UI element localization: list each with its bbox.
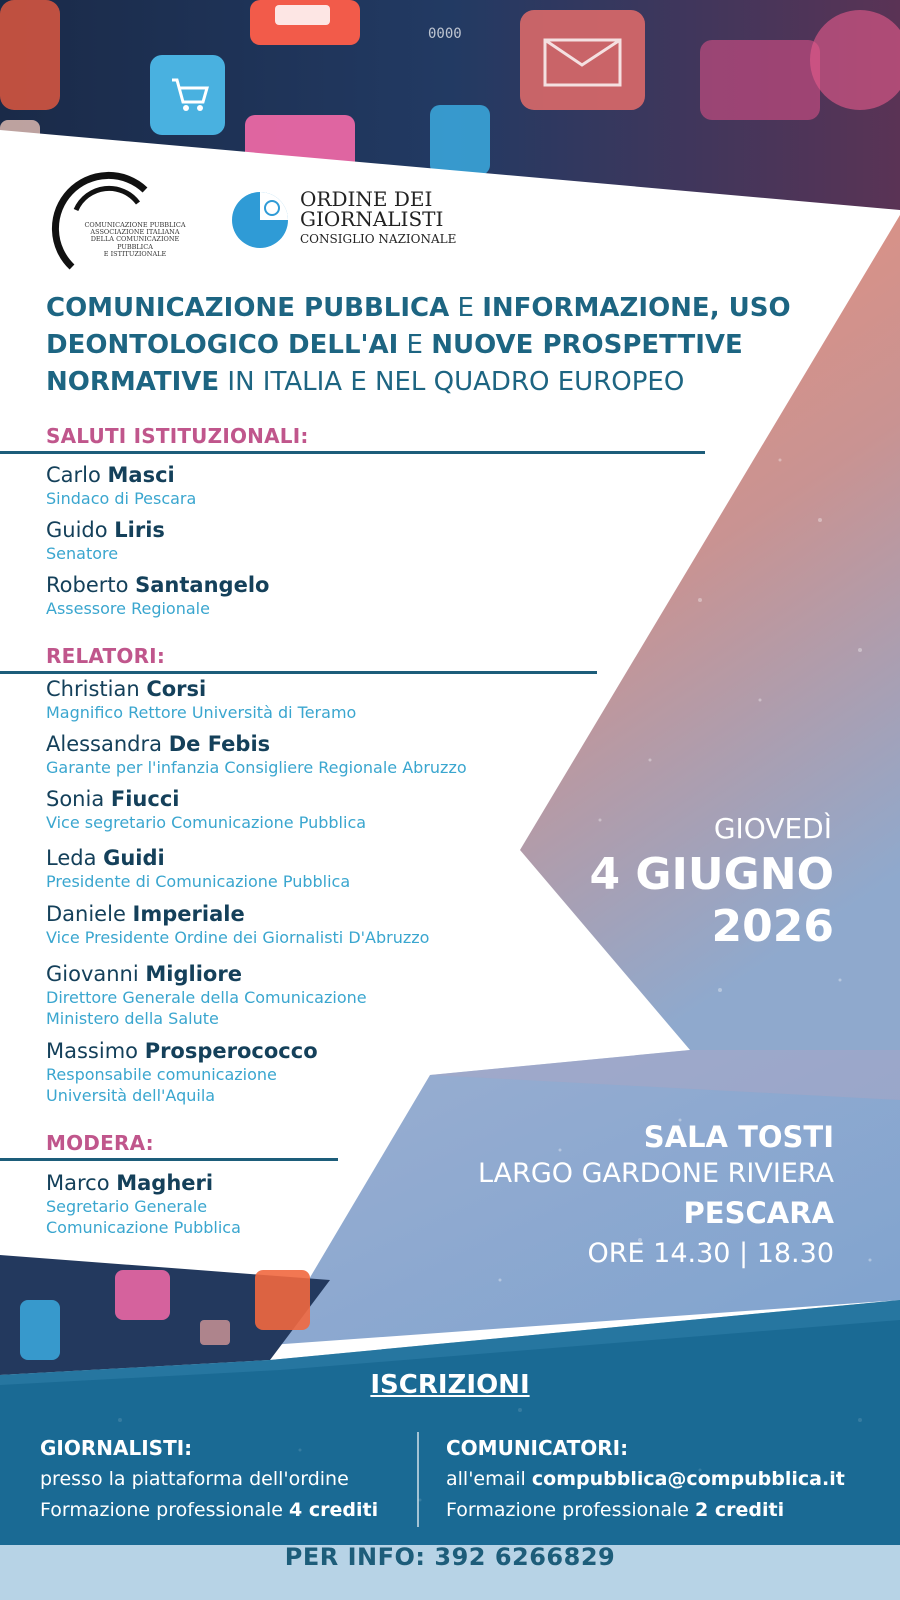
registration-line bbox=[446, 1464, 845, 1495]
logo-text-line: E ISTITUZIONALE bbox=[103, 249, 167, 258]
registration-line bbox=[446, 1495, 845, 1526]
person-role: Sindaco di Pescara bbox=[46, 489, 197, 508]
logo-text-line: COMUNICAZIONE PUBBLICA bbox=[84, 221, 186, 229]
person-name bbox=[46, 961, 367, 987]
person-role: Ministero della Salute bbox=[46, 1009, 219, 1028]
person-name bbox=[46, 731, 467, 757]
person-role: Presidente di Comunicazione Pubblica bbox=[46, 872, 351, 891]
event-city: PESCARA bbox=[683, 1196, 834, 1230]
info-phone[interactable]: PER INFO: 392 6266829 bbox=[284, 1543, 616, 1571]
registration-journalists bbox=[40, 1433, 378, 1526]
registration-text: Formazione professionale bbox=[40, 1499, 290, 1521]
credits-value: 4 crediti bbox=[289, 1499, 379, 1521]
person-last-name: Guidi bbox=[103, 846, 165, 870]
person-entry bbox=[46, 676, 356, 723]
person-entry bbox=[46, 462, 196, 509]
person-entry bbox=[46, 961, 367, 1029]
ordine-line1: ORDINE DEI bbox=[300, 187, 433, 211]
person-role: Vice segretario Comunicazione Pubblica bbox=[46, 813, 367, 832]
person-entry bbox=[46, 731, 467, 778]
title-part: E bbox=[398, 330, 432, 360]
person-name bbox=[46, 462, 196, 488]
section-heading-saluti: SALUTI ISTITUZIONALI: bbox=[46, 424, 309, 448]
registration-title: ISCRIZIONI bbox=[370, 1370, 530, 1400]
person-first-name: Alessandra bbox=[46, 732, 169, 756]
title-part: NORMATIVE bbox=[46, 367, 220, 397]
person-entry bbox=[46, 901, 429, 948]
person-last-name: Santangelo bbox=[135, 573, 270, 597]
person-role: Segretario Generale bbox=[46, 1197, 208, 1216]
person-last-name: Migliore bbox=[145, 962, 242, 986]
person-name bbox=[46, 901, 429, 927]
person-first-name: Massimo bbox=[46, 1039, 145, 1063]
person-entry bbox=[46, 517, 165, 564]
person-role: Vice Presidente Ordine dei Giornalisti D'Abruzzo bbox=[46, 928, 430, 947]
person-last-name: Liris bbox=[114, 518, 165, 542]
title-part: DEONTOLOGICO DELL'AI bbox=[46, 330, 399, 360]
person-last-name: Imperiale bbox=[132, 902, 245, 926]
registration-text: Formazione professionale bbox=[446, 1499, 696, 1521]
person-role: Direttore Generale della Comunicazione bbox=[46, 988, 367, 1007]
section-divider bbox=[0, 1158, 338, 1161]
event-date: 4 GIUGNO bbox=[589, 849, 834, 900]
title-part: NUOVE PROSPETTIVE bbox=[431, 330, 743, 360]
person-name bbox=[46, 786, 366, 812]
person-role: Garante per l'infanzia Consigliere Regionale Abruzzo bbox=[46, 758, 467, 777]
person-first-name: Christian bbox=[46, 677, 147, 701]
person-first-name: Roberto bbox=[46, 573, 136, 597]
registration-text: all'email bbox=[446, 1468, 532, 1490]
person-role: Responsabile comunicazione bbox=[46, 1065, 277, 1084]
registration-heading: GIORNALISTI: bbox=[40, 1436, 193, 1460]
event-venue: SALA TOSTI bbox=[643, 1120, 834, 1154]
person-last-name: Fiucci bbox=[110, 787, 180, 811]
person-role: Senatore bbox=[46, 544, 119, 563]
person-last-name: Corsi bbox=[146, 677, 207, 701]
event-time: ORE 14.30 | 18.30 bbox=[587, 1238, 834, 1269]
person-entry bbox=[46, 786, 366, 833]
person-name bbox=[46, 1170, 241, 1196]
ordine-giornalisti-mark-icon bbox=[230, 190, 290, 250]
svg-text:0000: 0000 bbox=[428, 26, 462, 42]
event-title bbox=[46, 290, 846, 401]
logo-text-line: DELLA COMUNICAZIONE PUBBLICA bbox=[90, 235, 180, 251]
person-name bbox=[46, 517, 165, 543]
person-first-name: Sonia bbox=[46, 787, 111, 811]
person-role: Magnifico Rettore Università di Teramo bbox=[46, 703, 357, 722]
ordine-line2: GIORNALISTI bbox=[300, 207, 444, 231]
section-heading-modera: MODERA: bbox=[46, 1131, 154, 1155]
section-divider bbox=[0, 451, 705, 454]
person-first-name: Giovanni bbox=[46, 962, 146, 986]
registration-communicators bbox=[446, 1433, 845, 1526]
person-name bbox=[46, 572, 269, 598]
email-link[interactable]: compubblica@compubblica.it bbox=[531, 1468, 845, 1490]
person-entry bbox=[46, 1038, 318, 1106]
credits-value: 2 crediti bbox=[695, 1499, 785, 1521]
section-heading-relatori: RELATORI: bbox=[46, 644, 166, 668]
event-year: 2026 bbox=[711, 901, 834, 952]
person-last-name: Prosperococco bbox=[144, 1039, 318, 1063]
comunicazione-pubblica-logo bbox=[50, 170, 190, 270]
person-first-name: Guido bbox=[46, 518, 115, 542]
person-first-name: Leda bbox=[46, 846, 104, 870]
registration-heading: COMUNICATORI: bbox=[446, 1436, 629, 1460]
person-entry bbox=[46, 845, 350, 892]
person-name bbox=[46, 845, 350, 871]
event-address: LARGO GARDONE RIVIERA bbox=[477, 1158, 834, 1189]
person-name bbox=[46, 676, 356, 702]
person-role: Comunicazione Pubblica bbox=[46, 1218, 241, 1237]
ordine-giornalisti-logo bbox=[230, 187, 460, 252]
person-first-name: Carlo bbox=[46, 463, 108, 487]
person-last-name: Magheri bbox=[116, 1171, 214, 1195]
registration-line: presso la piattaforma dell'ordine bbox=[40, 1468, 349, 1490]
person-last-name: De Febis bbox=[168, 732, 271, 756]
person-role: Università dell'Aquila bbox=[46, 1086, 216, 1105]
person-role: Assessore Regionale bbox=[46, 599, 210, 618]
logo-text-line: ASSOCIAZIONE ITALIANA bbox=[90, 228, 180, 237]
person-name bbox=[46, 1038, 318, 1064]
section-divider bbox=[0, 671, 597, 674]
person-entry bbox=[46, 1170, 241, 1238]
title-part: E bbox=[449, 293, 483, 323]
title-part: COMUNICAZIONE PUBBLICA bbox=[46, 293, 450, 323]
person-entry bbox=[46, 572, 269, 619]
person-first-name: Marco bbox=[46, 1171, 117, 1195]
event-day: GIOVEDÌ bbox=[713, 812, 832, 845]
person-last-name: Masci bbox=[107, 463, 175, 487]
ordine-line3: CONSIGLIO NAZIONALE bbox=[300, 232, 457, 246]
title-part: IN ITALIA E NEL QUADRO EUROPEO bbox=[219, 367, 685, 397]
title-part: INFORMAZIONE, USO bbox=[482, 293, 791, 323]
person-first-name: Daniele bbox=[46, 902, 133, 926]
registration-line bbox=[40, 1495, 378, 1526]
